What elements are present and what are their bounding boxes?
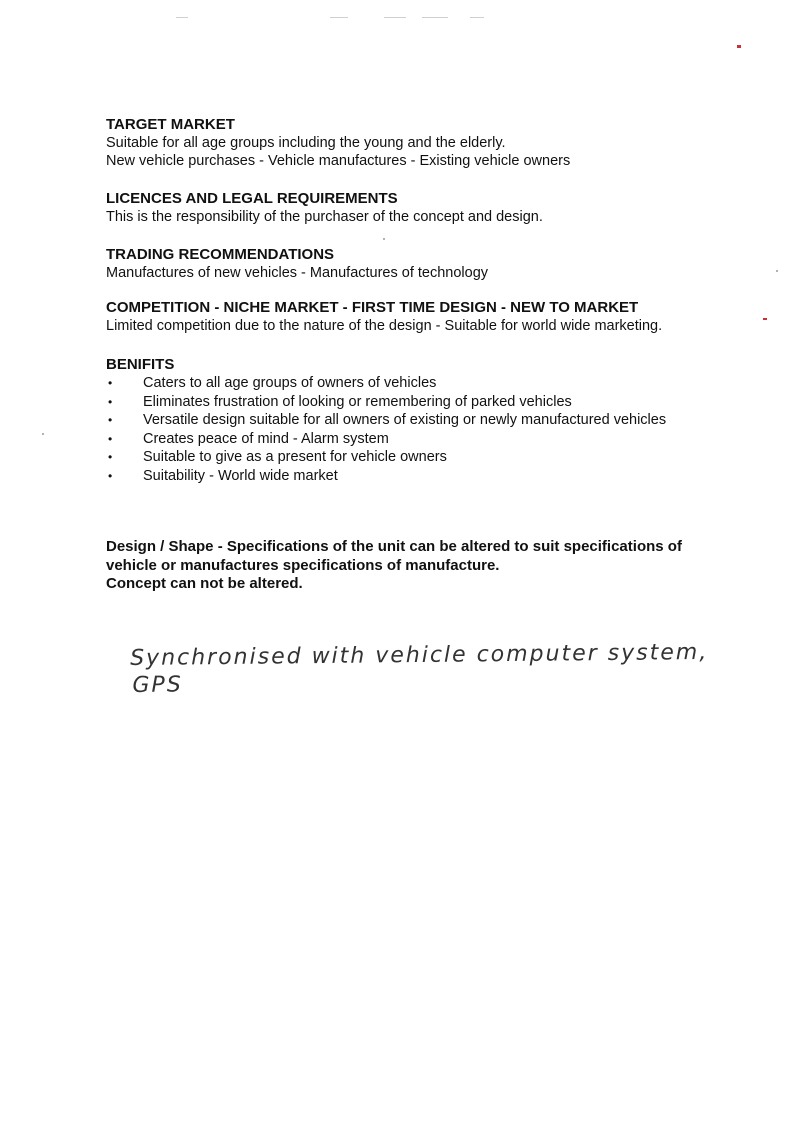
section-competition — [106, 299, 662, 335]
section-heading: COMPETITION - NICHE MARKET - FIRST TIME DESIGN - NEW TO MARKET — [106, 299, 639, 316]
section-heading: BENIFITS — [106, 356, 175, 373]
list-item-text: Versatile design suitable for all owners of existing or newly manufactured vehicles — [143, 412, 667, 428]
scan-artifact — [176, 17, 188, 18]
section-heading: TARGET MARKET — [106, 116, 235, 133]
design-note-line: Design / Shape - Specifications of the unit can be altered to suit specifications of — [106, 538, 682, 555]
bullet-icon: • — [108, 394, 113, 409]
list-item — [106, 411, 666, 430]
list-item-text: Eliminates frustration of looking or remembering of parked vehicles — [143, 393, 572, 410]
section-trading — [106, 246, 488, 282]
section-text: This is the responsibility of the purchaser of the concept and design. — [106, 209, 543, 225]
scan-artifact — [384, 17, 406, 18]
section-text: Limited competition due to the nature of the design - Suitable for world wide marketing. — [106, 318, 663, 334]
benefits-list — [106, 374, 666, 485]
list-item — [106, 467, 666, 486]
handwritten-note — [130, 638, 709, 700]
section-target-market — [106, 116, 570, 170]
scan-artifact — [330, 17, 348, 18]
design-note-line: Concept can not be altered. — [106, 575, 303, 592]
scan-artifact — [470, 17, 484, 18]
bullet-icon: • — [108, 376, 113, 390]
scan-artifact — [422, 17, 448, 18]
bullet-icon: • — [108, 413, 113, 427]
scan-artifact — [737, 45, 741, 48]
section-heading: LICENCES AND LEGAL REQUIREMENTS — [106, 190, 398, 207]
design-note-line: vehicle or manufactures specifications of manufacture. — [106, 556, 500, 574]
section-benefits — [106, 356, 666, 485]
bullet-icon: • — [108, 450, 113, 464]
list-item — [106, 374, 666, 393]
list-item-text: Creates peace of mind - Alarm system — [143, 430, 389, 447]
list-item — [106, 448, 666, 467]
section-text: Manufactures of new vehicles - Manufactures of technology — [106, 265, 489, 281]
design-note — [106, 538, 766, 594]
bullet-icon: • — [108, 468, 113, 483]
scan-artifact — [42, 433, 44, 435]
handwritten-line: GPS — [132, 672, 183, 698]
list-item-text: Suitable to give as a present for vehicle owners — [143, 449, 447, 465]
list-item — [106, 393, 666, 412]
section-heading: TRADING RECOMMENDATIONS — [106, 246, 335, 263]
list-item-text: Suitability - World wide market — [143, 467, 338, 484]
section-text: Suitable for all age groups including the young and the elderly. — [106, 135, 506, 151]
list-item — [106, 430, 666, 449]
scan-artifact — [383, 238, 385, 240]
list-item-text: Caters to all age groups of owners of vehicles — [143, 375, 437, 391]
handwritten-line: Synchronised with vehicle computer system, — [130, 639, 709, 671]
bullet-icon: • — [108, 431, 113, 446]
section-text: New vehicle purchases - Vehicle manufactures - Existing vehicle owners — [106, 153, 571, 169]
section-licences — [106, 190, 543, 226]
scan-artifact — [776, 270, 778, 272]
scan-artifact — [763, 318, 767, 320]
